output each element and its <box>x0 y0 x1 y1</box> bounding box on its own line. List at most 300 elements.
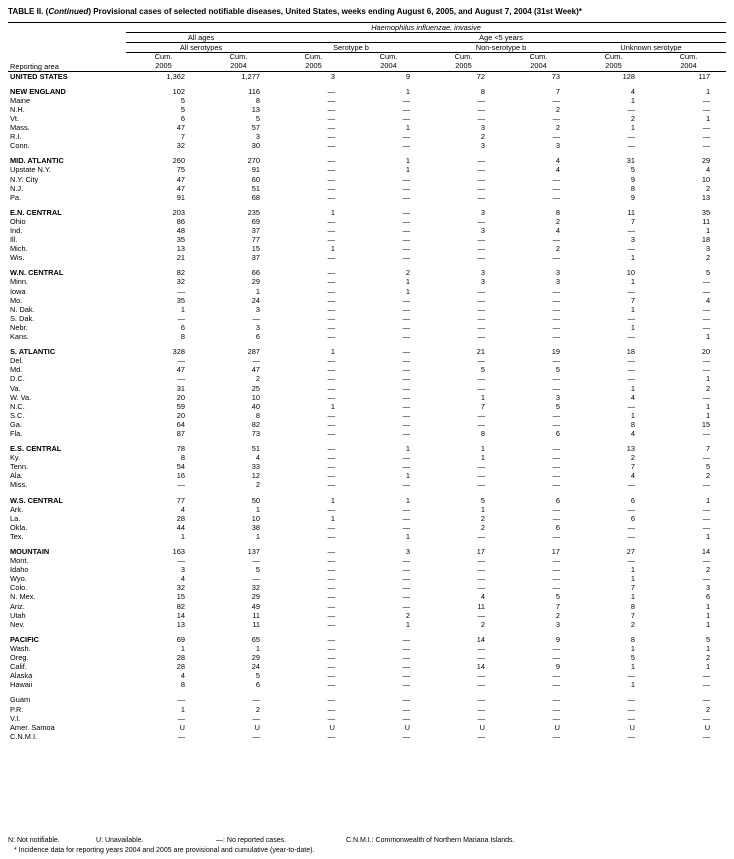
row-value-6: 5 <box>555 401 560 411</box>
row-value-8: 1 <box>705 113 711 123</box>
row-value-7: 1 <box>630 304 635 314</box>
row-value-6: 4 <box>555 156 560 166</box>
row-value-1: 47 <box>176 174 185 184</box>
row-area-label: N.C. <box>10 401 25 411</box>
row-value-8: — <box>702 671 711 681</box>
row-value-6: 6 <box>555 428 560 438</box>
row-value-3: — <box>327 731 335 741</box>
row-value-6: — <box>552 513 560 523</box>
row-value-5: — <box>477 419 485 429</box>
row-value-5: 3 <box>480 226 485 235</box>
row-value-5: — <box>477 332 485 342</box>
row-value-6: 9 <box>555 662 560 672</box>
row-value-1: — <box>177 356 185 366</box>
title-continued: Continued <box>48 7 89 16</box>
row-value-6: U <box>554 722 560 732</box>
row-value-5: 1 <box>480 504 485 514</box>
row-value-4: — <box>402 104 410 114</box>
row-value-4: — <box>402 601 410 611</box>
row-value-1: 1,362 <box>166 71 185 81</box>
row-value-3: — <box>327 653 335 663</box>
row-value-6: — <box>552 132 560 142</box>
row-area-label: Colo. <box>10 583 28 593</box>
row-area-label: Wyo. <box>10 574 27 584</box>
row-value-6: — <box>552 286 560 296</box>
row-value-7: — <box>627 401 635 411</box>
row-value-1: 82 <box>176 268 185 278</box>
row-value-1: 20 <box>176 410 185 420</box>
row-value-1: 4 <box>180 504 185 514</box>
row-value-3: 1 <box>330 347 335 357</box>
row-value-3: — <box>327 634 335 644</box>
footnote-cnmi: C.N.M.I.: Commonwealth of Northern Mariana Islands. <box>346 837 515 845</box>
row-value-3: — <box>327 141 335 151</box>
row-value-8: 2 <box>705 565 711 575</box>
row-value-1: 35 <box>176 295 185 305</box>
row-value-5: — <box>477 235 485 245</box>
row-value-1: — <box>177 713 185 723</box>
row-value-1: 14 <box>176 610 185 620</box>
row-value-1: 87 <box>176 428 185 438</box>
table-row <box>8 193 726 202</box>
row-value-7: 1 <box>630 592 635 602</box>
header-year-3: 2005 <box>276 62 351 72</box>
row-value-5: 8 <box>480 86 485 96</box>
header-cum-label-1: Cum. <box>154 52 173 61</box>
row-value-2: 3 <box>255 304 260 314</box>
table-row <box>8 471 726 480</box>
row-area-label: N.Y. City <box>10 174 39 184</box>
row-value-7: — <box>627 556 635 566</box>
header-all-serotypes: All serotypes <box>126 43 276 53</box>
row-value-4: 1 <box>405 123 410 133</box>
row-value-4: — <box>402 374 410 384</box>
row-value-7: 1 <box>630 123 635 133</box>
header-year-7: 2005 <box>576 62 651 72</box>
row-value-6: — <box>552 653 560 663</box>
page-title <box>0 0 734 17</box>
row-area-label: Md. <box>10 365 23 375</box>
row-value-2: 2 <box>255 480 260 490</box>
header-row-serotypes <box>8 43 726 53</box>
row-area-label: Pa. <box>10 192 22 202</box>
row-value-7: 1 <box>630 643 635 653</box>
row-value-3: — <box>327 174 335 184</box>
row-value-1: 47 <box>176 183 185 193</box>
table-row <box>8 217 726 226</box>
row-value-7: — <box>627 286 635 296</box>
row-value-2: — <box>252 731 260 741</box>
row-value-7: — <box>627 731 635 741</box>
row-value-7: 2 <box>630 619 635 629</box>
row-value-5: 2 <box>480 619 485 629</box>
row-area-label: Alaska <box>10 671 33 681</box>
row-area-label: Miss. <box>10 480 28 490</box>
row-value-5: — <box>477 565 485 575</box>
table-row <box>8 277 726 286</box>
row-value-8: 11 <box>702 216 711 226</box>
row-value-5: — <box>477 304 485 314</box>
row-area-label: UNITED STATES <box>10 71 68 81</box>
row-value-8: — <box>702 695 711 705</box>
row-value-2: 33 <box>251 462 260 472</box>
row-area-label: N. Mex. <box>10 592 36 602</box>
row-value-1: 8 <box>180 332 185 342</box>
table-row <box>8 556 726 565</box>
row-value-4: — <box>402 662 410 672</box>
row-value-8: 1 <box>705 662 711 672</box>
row-value-2: 37 <box>251 253 260 263</box>
row-value-7: 7 <box>630 295 635 305</box>
row-value-7: 5 <box>630 165 635 175</box>
row-value-5: 5 <box>480 365 485 375</box>
row-value-4: — <box>402 653 410 663</box>
row-value-1: 1 <box>180 531 185 541</box>
row-value-7: 7 <box>630 610 635 620</box>
header-row-disease <box>8 23 726 33</box>
row-value-1: 48 <box>176 226 185 235</box>
row-value-5: — <box>477 95 485 105</box>
row-area-label: Mont. <box>10 556 29 566</box>
row-value-7: 1 <box>630 277 635 287</box>
row-value-1: 203 <box>172 207 185 217</box>
row-value-7: 4 <box>630 86 635 96</box>
table-row <box>8 374 726 383</box>
row-value-4: 1 <box>405 165 410 175</box>
row-value-5: — <box>477 374 485 384</box>
row-value-5: 3 <box>480 277 485 287</box>
row-value-8: — <box>702 556 711 566</box>
header-row-agegroups <box>8 33 726 43</box>
row-value-8: 5 <box>705 462 711 472</box>
row-value-2: 91 <box>251 165 260 175</box>
row-value-7: — <box>627 332 635 342</box>
row-value-6: 7 <box>555 601 560 611</box>
row-value-8: 4 <box>705 295 711 305</box>
row-value-6: 6 <box>555 522 560 532</box>
row-value-2: 51 <box>251 444 260 454</box>
row-value-7: — <box>627 244 635 254</box>
row-area-label: Vt. <box>10 113 20 123</box>
row-value-6: — <box>552 671 560 681</box>
row-value-5: — <box>477 531 485 541</box>
row-value-8: 2 <box>705 704 711 714</box>
row-value-7: 31 <box>626 156 635 166</box>
header-row-years <box>8 62 726 72</box>
row-value-1: 47 <box>176 123 185 133</box>
row-value-2: 2 <box>255 374 260 384</box>
table-row <box>8 602 726 611</box>
row-value-1: 21 <box>176 253 185 263</box>
row-value-7: 9 <box>630 174 635 184</box>
row-value-3: — <box>327 643 335 653</box>
row-value-3: — <box>327 662 335 672</box>
row-value-3: — <box>327 531 335 541</box>
row-value-6: 2 <box>555 216 560 226</box>
row-value-2: 47 <box>251 365 260 375</box>
row-value-5: 5 <box>480 495 485 505</box>
row-value-2: 12 <box>251 471 260 481</box>
row-value-5: 3 <box>480 141 485 151</box>
row-value-2: 69 <box>251 216 260 226</box>
row-value-5: — <box>477 183 485 193</box>
row-value-6: — <box>552 695 560 705</box>
row-value-3: — <box>327 286 335 296</box>
row-value-5: — <box>477 113 485 123</box>
table-row <box>8 662 726 671</box>
row-area-label: MOUNTAIN <box>10 547 50 556</box>
row-value-4: 1 <box>405 86 410 96</box>
row-value-7: 4 <box>630 428 635 438</box>
row-value-6: — <box>552 583 560 593</box>
notifiable-diseases-table <box>8 22 726 741</box>
row-value-3: — <box>327 713 335 723</box>
row-area-label: PACIFIC <box>10 634 40 644</box>
row-value-3: — <box>327 680 335 690</box>
row-value-5: — <box>477 671 485 681</box>
row-value-4: — <box>402 504 410 514</box>
row-value-5: 3 <box>480 123 485 133</box>
row-value-6: 4 <box>555 165 560 175</box>
row-value-3: 1 <box>330 244 335 254</box>
row-value-5: — <box>477 322 485 332</box>
row-value-5: — <box>477 104 485 114</box>
table-row <box>8 514 726 523</box>
row-value-4: — <box>402 356 410 366</box>
row-value-3: — <box>327 156 335 166</box>
row-value-6: — <box>552 471 560 481</box>
table-row <box>8 105 726 114</box>
row-area-label: Wash. <box>10 643 31 653</box>
header-cum-label-3: Cum. <box>304 52 323 61</box>
row-value-3: — <box>327 392 335 402</box>
row-area-label: N.J. <box>10 183 24 193</box>
row-value-6: 6 <box>555 495 560 505</box>
table-row <box>8 268 726 277</box>
row-value-2: 25 <box>251 383 260 393</box>
row-value-1: 77 <box>176 495 185 505</box>
row-value-8: 20 <box>701 347 711 357</box>
row-value-8: 6 <box>705 592 711 602</box>
row-value-8: 29 <box>701 156 711 166</box>
table-row <box>8 644 726 653</box>
row-value-6: — <box>552 95 560 105</box>
table-row <box>8 253 726 262</box>
table-row <box>8 411 726 420</box>
row-value-6: 4 <box>555 226 560 235</box>
row-value-1: 75 <box>176 165 185 175</box>
row-value-4: U <box>404 722 410 732</box>
row-value-4: — <box>402 410 410 420</box>
row-value-2: 73 <box>251 428 260 438</box>
row-value-1: 35 <box>176 235 185 245</box>
row-value-4: — <box>402 132 410 142</box>
row-value-6: — <box>552 192 560 202</box>
row-value-4: — <box>402 313 410 323</box>
row-value-4: — <box>402 401 410 411</box>
row-value-2: 5 <box>255 565 260 575</box>
row-value-5: — <box>477 556 485 566</box>
table-row <box>8 429 726 438</box>
row-area-label: Nebr. <box>10 322 28 332</box>
row-area-label: La. <box>10 513 21 523</box>
table-row <box>8 356 726 365</box>
row-value-3: — <box>327 619 335 629</box>
row-value-3: — <box>327 462 335 472</box>
row-value-6: 3 <box>555 619 560 629</box>
row-area-label: Iowa <box>10 286 26 296</box>
row-value-7: 1 <box>630 680 635 690</box>
row-value-7: 4 <box>630 471 635 481</box>
row-value-1: 4 <box>180 671 185 681</box>
row-area-label: C.N.M.I. <box>10 731 38 741</box>
row-value-8: 5 <box>705 268 711 278</box>
header-cum-label-4: Cum. <box>379 52 398 61</box>
row-value-2: 50 <box>251 495 260 505</box>
row-value-3: — <box>327 383 335 393</box>
row-value-4: — <box>402 183 410 193</box>
row-value-5: — <box>477 731 485 741</box>
row-value-7: — <box>627 695 635 705</box>
row-value-3: — <box>327 123 335 133</box>
row-value-4: — <box>402 480 410 490</box>
table-row <box>8 671 726 680</box>
table-row <box>8 384 726 393</box>
row-value-2: 32 <box>251 583 260 593</box>
row-area-label: Wis. <box>10 253 25 263</box>
row-value-5: — <box>477 713 485 723</box>
row-value-6: — <box>552 731 560 741</box>
row-value-5: — <box>477 410 485 420</box>
row-value-6: — <box>552 410 560 420</box>
row-value-2: 29 <box>251 592 260 602</box>
table-row <box>8 547 726 556</box>
row-value-1: 32 <box>176 277 185 287</box>
row-value-8: — <box>702 132 711 142</box>
row-value-4: — <box>402 453 410 463</box>
row-value-2: 11 <box>252 619 260 629</box>
row-value-5: 11 <box>477 601 485 611</box>
row-value-6: 3 <box>555 277 560 287</box>
row-value-8: — <box>702 313 711 323</box>
row-value-2: 8 <box>255 95 260 105</box>
row-area-label: MID. ATLANTIC <box>10 156 64 166</box>
row-value-3: — <box>327 86 335 96</box>
row-value-1: 44 <box>176 522 185 532</box>
footnote-n: N: Not notifiable. <box>8 837 60 845</box>
row-value-4: — <box>402 207 410 217</box>
table-row <box>8 184 726 193</box>
row-value-2: 38 <box>251 522 260 532</box>
row-value-3: — <box>327 356 335 366</box>
row-value-8: 1 <box>705 601 711 611</box>
row-value-8: — <box>702 356 711 366</box>
row-value-2: 10 <box>251 513 260 523</box>
row-value-2: 4 <box>255 453 260 463</box>
header-cum-label-7: Cum. <box>604 52 623 61</box>
row-area-label: Kans. <box>10 332 29 342</box>
row-value-3: — <box>327 565 335 575</box>
row-value-2: 24 <box>251 662 260 672</box>
table-row <box>8 175 726 184</box>
row-value-7: 7 <box>630 462 635 472</box>
row-value-8: 3 <box>705 244 711 254</box>
row-value-6: — <box>552 453 560 463</box>
table-row <box>8 565 726 574</box>
row-value-3: — <box>327 428 335 438</box>
row-value-1: 163 <box>172 547 185 556</box>
row-value-3: — <box>327 226 335 235</box>
row-value-1: 1 <box>180 704 185 714</box>
row-value-4: — <box>402 244 410 254</box>
row-value-6: 3 <box>555 392 560 402</box>
row-value-8: 14 <box>701 547 711 556</box>
row-value-5: — <box>477 165 485 175</box>
row-value-8: — <box>702 504 711 514</box>
row-value-4: — <box>402 322 410 332</box>
row-value-8: U <box>704 722 711 732</box>
row-value-4: 1 <box>405 444 410 454</box>
row-value-6: 73 <box>551 71 560 81</box>
row-value-3: — <box>327 453 335 463</box>
table-row <box>8 156 726 165</box>
row-value-1: — <box>177 313 185 323</box>
table-row <box>8 393 726 402</box>
row-value-5: — <box>477 695 485 705</box>
table-row <box>8 287 726 296</box>
row-value-3: U <box>329 722 335 732</box>
row-value-4: — <box>402 174 410 184</box>
row-value-3: — <box>327 547 335 556</box>
row-value-8: 13 <box>701 192 711 202</box>
table-row <box>8 208 726 217</box>
header-year-4: 2004 <box>351 62 426 72</box>
row-value-8: — <box>702 513 711 523</box>
row-value-2: 6 <box>255 332 260 342</box>
row-value-5: — <box>477 643 485 653</box>
row-value-8: 7 <box>705 444 711 454</box>
row-value-8: — <box>702 574 711 584</box>
row-value-1: 4 <box>180 574 185 584</box>
table-row <box>8 444 726 453</box>
row-area-label: R.I. <box>10 132 22 142</box>
row-value-3: — <box>327 704 335 714</box>
row-value-5: — <box>477 356 485 366</box>
row-value-7: — <box>627 671 635 681</box>
table-row <box>8 347 726 356</box>
title-prefix: TABLE II. ( <box>8 7 49 16</box>
row-value-1: 28 <box>176 653 185 663</box>
row-value-1: 5 <box>180 104 185 114</box>
row-value-7: 1 <box>630 95 635 105</box>
row-value-7: — <box>627 141 635 151</box>
row-area-label: Mass. <box>10 123 30 133</box>
table-row <box>8 305 726 314</box>
row-value-7: 2 <box>630 113 635 123</box>
row-value-2: 65 <box>251 634 260 644</box>
row-value-6: — <box>552 174 560 184</box>
row-value-4: — <box>402 304 410 314</box>
table-row <box>8 87 726 96</box>
row-value-4: — <box>402 643 410 653</box>
row-value-7: — <box>627 132 635 142</box>
row-value-4: — <box>402 731 410 741</box>
row-value-6: — <box>552 574 560 584</box>
row-value-5: — <box>477 216 485 226</box>
row-value-4: — <box>402 295 410 305</box>
row-value-1: 260 <box>172 156 185 166</box>
row-area-label: Del. <box>10 356 24 366</box>
